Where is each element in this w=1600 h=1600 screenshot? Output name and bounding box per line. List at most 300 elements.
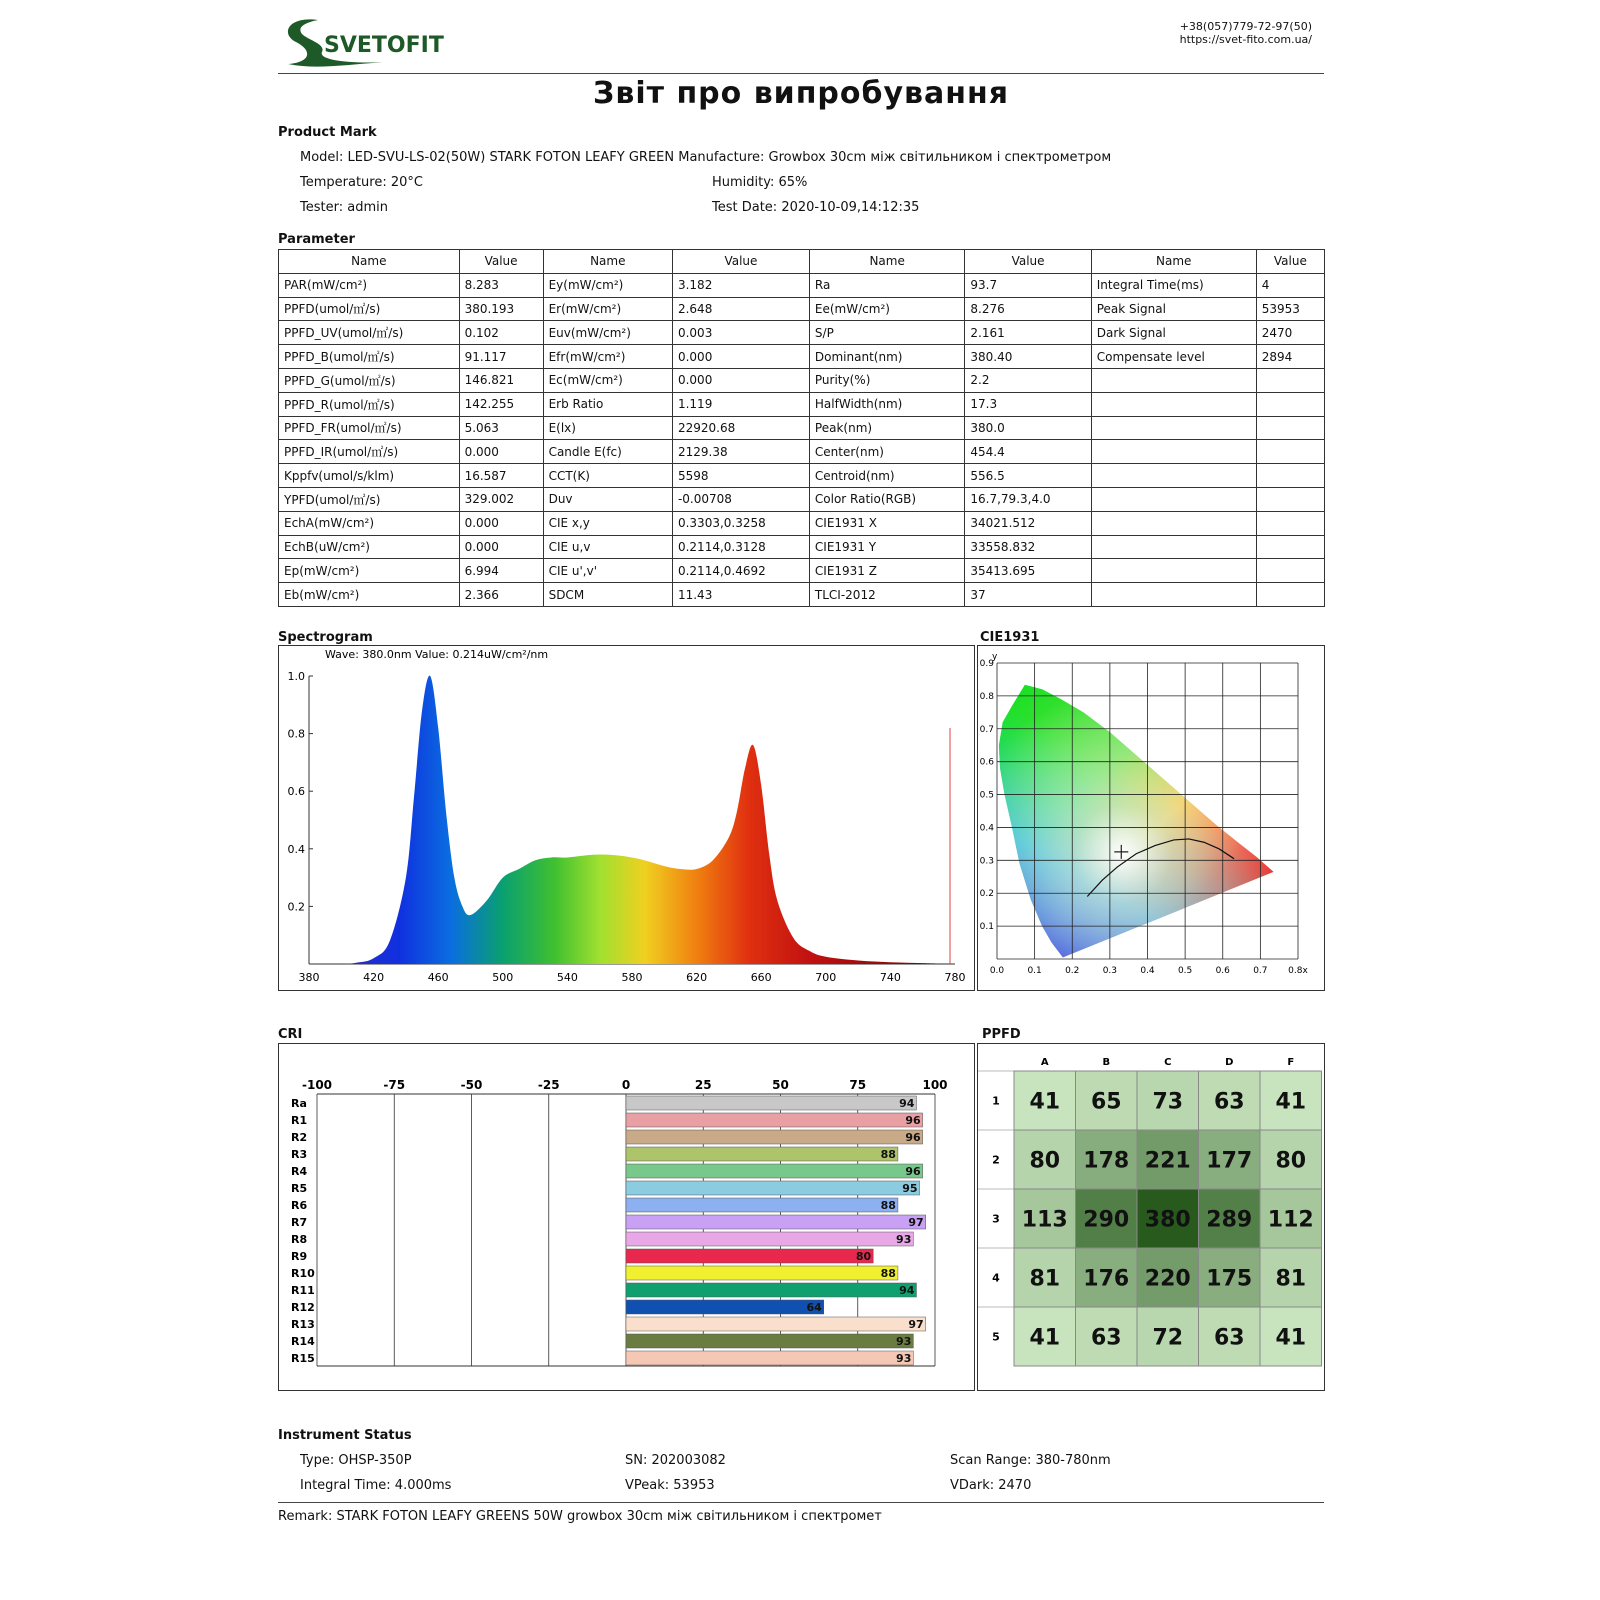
cie-y-tick-label: 0.9 (979, 659, 994, 669)
table-row (279, 487, 1325, 511)
ppfd-cell-value: 178 (1083, 1148, 1130, 1174)
ppfd-cell-value: 289 (1206, 1207, 1253, 1233)
vpeak: VPeak: 53953 (625, 1478, 715, 1493)
cie-x-tick-label: 0.6 (1215, 966, 1230, 976)
param-name-cell: Ee(mW/cm²) (809, 297, 964, 321)
param-name-cell: Color Ratio(RGB) (809, 487, 964, 511)
ppfd-cell-value: 73 (1152, 1089, 1184, 1115)
spectrogram-chart (279, 646, 974, 990)
spectrum-area (309, 676, 955, 964)
table-row (279, 273, 1325, 297)
table-row (279, 297, 1325, 321)
param-value-cell: 6.994 (459, 559, 543, 583)
param-value-cell: 380.0 (965, 416, 1091, 440)
param-value-cell: 1.119 (672, 392, 809, 416)
ppfd-cell-value: 63 (1090, 1325, 1122, 1351)
param-name-cell (1091, 535, 1256, 559)
param-name-cell: CCT(K) (543, 464, 672, 488)
param-value-cell (1256, 535, 1324, 559)
ppfd-cell-value: 221 (1144, 1148, 1191, 1174)
param-value-cell: 146.821 (459, 368, 543, 392)
cri-bar (626, 1164, 923, 1178)
ppfd-cell-value: 290 (1083, 1207, 1130, 1233)
param-value-cell (1256, 440, 1324, 464)
param-name-cell: EchB(uW/cm²) (279, 535, 460, 559)
param-value-cell: 0.000 (672, 368, 809, 392)
spectrogram-annotation: Wave: 380.0nm Value: 0.214uW/cm²/nm (325, 648, 549, 661)
cri-value-label: 97 (908, 1318, 924, 1331)
ppfd-cell-value: 63 (1213, 1089, 1245, 1115)
param-name-cell (1091, 487, 1256, 511)
y-tick-label: 0.6 (287, 785, 305, 799)
param-value-cell: 53953 (1256, 297, 1324, 321)
ppfd-cell-value: 65 (1090, 1089, 1122, 1115)
param-value-cell: 37 (965, 583, 1091, 607)
parameter-label: Parameter (278, 232, 355, 247)
cri-category-label: Ra (291, 1097, 307, 1110)
cie-y-tick-label: 0.3 (979, 856, 994, 867)
param-value-cell: 33558.832 (965, 535, 1091, 559)
cie-label: CIE1931 (980, 630, 1040, 645)
cri-category-label: R10 (291, 1267, 315, 1280)
param-name-cell: Ec(mW/cm²) (543, 368, 672, 392)
cri-category-label: R15 (291, 1352, 315, 1365)
param-value-cell: 35413.695 (965, 559, 1091, 583)
ppfd-cell-value: 81 (1275, 1266, 1307, 1292)
param-name-cell: CIE u',v' (543, 559, 672, 583)
cri-bar (626, 1317, 926, 1331)
param-name-cell: CIE1931 Y (809, 535, 964, 559)
svetofit-logo (278, 14, 448, 70)
param-value-cell: 142.255 (459, 392, 543, 416)
param-value-cell (1256, 392, 1324, 416)
temperature: Temperature: 20°C (300, 175, 423, 190)
cri-tick-label: 75 (849, 1078, 867, 1092)
cri-bar (626, 1351, 913, 1365)
cri-bar (626, 1181, 920, 1195)
cie-chart (978, 646, 1324, 990)
cri-bar (626, 1215, 926, 1229)
param-value-cell: 5.063 (459, 416, 543, 440)
x-tick-label: 460 (427, 971, 449, 984)
param-name-cell: Ep(mW/cm²) (279, 559, 460, 583)
cri-panel (278, 1043, 975, 1391)
param-name-cell: Erb Ratio (543, 392, 672, 416)
param-value-cell: 3.182 (672, 273, 809, 297)
table-row (279, 392, 1325, 416)
x-tick-label: 780 (944, 971, 966, 984)
cri-bar (626, 1334, 913, 1348)
param-name-cell: CIE x,y (543, 511, 672, 535)
param-value-cell: 5598 (672, 464, 809, 488)
cri-category-label: R2 (291, 1131, 308, 1144)
param-header: Value (459, 250, 543, 274)
param-value-cell (1256, 368, 1324, 392)
ppfd-row-label: 2 (992, 1153, 1000, 1167)
instrument-type: Type: OHSP-350P (300, 1453, 412, 1468)
param-header: Value (672, 250, 809, 274)
vdark: VDark: 2470 (950, 1478, 1032, 1493)
param-name-cell: Centroid(nm) (809, 464, 964, 488)
cri-category-label: R8 (291, 1233, 308, 1246)
cri-category-label: R9 (291, 1250, 308, 1263)
instrument-sn: SN: 202003082 (625, 1453, 726, 1468)
cie-x-tick-label: 0.7 (1253, 966, 1268, 976)
cri-bar (626, 1300, 824, 1314)
param-name-cell (1091, 464, 1256, 488)
logo-text: SVETOFIT (324, 33, 444, 58)
table-row (279, 440, 1325, 464)
param-header: Name (809, 250, 964, 274)
param-header: Name (1091, 250, 1256, 274)
x-tick-label: 620 (686, 971, 708, 984)
table-row (279, 559, 1325, 583)
cri-bar (626, 1198, 898, 1212)
param-value-cell: 380.193 (459, 297, 543, 321)
parameter-table (278, 249, 1325, 607)
param-name-cell: Center(nm) (809, 440, 964, 464)
ppfd-column-label: D (1225, 1057, 1234, 1068)
cie-x-tick-label: 0.3 (1102, 966, 1118, 976)
param-value-cell: 0.000 (459, 440, 543, 464)
ppfd-cell-value: 220 (1144, 1266, 1191, 1292)
param-name-cell: Compensate level (1091, 345, 1256, 369)
param-value-cell: 2894 (1256, 345, 1324, 369)
param-name-cell: Peak(nm) (809, 416, 964, 440)
instrument-status-label: Instrument Status (278, 1428, 412, 1443)
page-title: Звіт про випробування (593, 76, 1009, 111)
cie-x-tick-label: 0.5 (1177, 966, 1193, 976)
ppfd-cell-value: 176 (1083, 1266, 1130, 1292)
param-name-cell (1091, 368, 1256, 392)
cri-category-label: R14 (291, 1335, 315, 1348)
cri-chart (279, 1044, 974, 1390)
param-name-cell: PPFD(umol/㎡/s) (279, 297, 460, 321)
param-value-cell: 0.000 (459, 535, 543, 559)
ppfd-row-label: 3 (992, 1212, 1000, 1226)
param-value-cell: 0.2114,0.3128 (672, 535, 809, 559)
cri-value-label: 94 (899, 1284, 915, 1297)
param-value-cell: 0.003 (672, 321, 809, 345)
cri-value-label: 94 (899, 1097, 915, 1110)
cri-value-label: 88 (880, 1148, 896, 1161)
cri-category-label: R11 (291, 1284, 315, 1297)
ppfd-cell-value: 72 (1152, 1325, 1184, 1351)
param-value-cell: 0.2114,0.4692 (672, 559, 809, 583)
param-name-cell: TLCI-2012 (809, 583, 964, 607)
cie-x-tick-label: 0.8x (1288, 966, 1308, 976)
ppfd-cell-value: 177 (1206, 1148, 1253, 1174)
param-value-cell: 16.587 (459, 464, 543, 488)
param-name-cell: Peak Signal (1091, 297, 1256, 321)
footer-divider (278, 1502, 1324, 1503)
param-name-cell: Purity(%) (809, 368, 964, 392)
param-value-cell: 329.002 (459, 487, 543, 511)
param-value-cell: 2.366 (459, 583, 543, 607)
param-name-cell: Integral Time(ms) (1091, 273, 1256, 297)
header-divider (278, 73, 1324, 74)
spectrogram-label: Spectrogram (278, 630, 373, 645)
x-tick-label: 500 (492, 971, 514, 984)
param-name-cell: Candle E(fc) (543, 440, 672, 464)
ppfd-cell-value: 175 (1206, 1266, 1253, 1292)
cie-y-tick-label: 0.5 (979, 790, 994, 801)
param-name-cell: EchA(mW/cm²) (279, 511, 460, 535)
table-row (279, 464, 1325, 488)
param-value-cell: 93.7 (965, 273, 1091, 297)
logo-graphic (278, 14, 448, 70)
param-name-cell: Ra (809, 273, 964, 297)
cri-value-label: 93 (896, 1233, 912, 1246)
param-name-cell: PPFD_B(umol/㎡/s) (279, 345, 460, 369)
cri-bar (626, 1266, 898, 1280)
param-name-cell: Er(mW/cm²) (543, 297, 672, 321)
cri-value-label: 96 (905, 1131, 921, 1144)
cri-category-label: R13 (291, 1318, 315, 1331)
cri-value-label: 64 (806, 1301, 822, 1314)
param-value-cell: 8.283 (459, 273, 543, 297)
ppfd-cell-value: 41 (1029, 1325, 1061, 1351)
cri-category-label: R6 (291, 1199, 308, 1212)
param-name-cell: S/P (809, 321, 964, 345)
table-row (279, 345, 1325, 369)
param-name-cell: Ey(mW/cm²) (543, 273, 672, 297)
cri-tick-label: -100 (301, 1078, 333, 1092)
cie-y-tick-label: 0.2 (979, 889, 994, 900)
cri-category-label: R3 (291, 1148, 308, 1161)
param-name-cell: YPFD(umol/㎡/s) (279, 487, 460, 511)
param-name-cell: CIE1931 X (809, 511, 964, 535)
tester: Tester: admin (300, 200, 388, 215)
cri-tick-label: 0 (621, 1078, 631, 1092)
cie-y-tick-label: 0.4 (979, 823, 994, 834)
table-row (279, 368, 1325, 392)
cie-y-tick-label: 0.6 (979, 757, 994, 768)
param-value-cell (1256, 464, 1324, 488)
param-value-cell: 0.000 (459, 511, 543, 535)
param-value-cell: 4 (1256, 273, 1324, 297)
cri-value-label: 93 (896, 1335, 912, 1348)
ppfd-cell-value: 112 (1267, 1207, 1314, 1233)
param-name-cell: Eb(mW/cm²) (279, 583, 460, 607)
param-value-cell (1256, 511, 1324, 535)
cri-value-label: 88 (880, 1267, 896, 1280)
param-value-cell: 2.2 (965, 368, 1091, 392)
param-value-cell: 2470 (1256, 321, 1324, 345)
ppfd-row-label: 1 (992, 1094, 1000, 1108)
param-name-cell: Euv(mW/cm²) (543, 321, 672, 345)
param-value-cell: 2.161 (965, 321, 1091, 345)
param-value-cell: 0.000 (672, 345, 809, 369)
cri-tick-label: 25 (694, 1078, 712, 1092)
cri-bar (626, 1147, 898, 1161)
param-value-cell: 2.648 (672, 297, 809, 321)
contact-info (1100, 20, 1312, 46)
param-name-cell: PPFD_UV(umol/㎡/s) (279, 321, 460, 345)
y-tick-label: 0.8 (287, 727, 305, 741)
x-tick-label: 420 (363, 971, 385, 984)
cri-tick-label: -50 (460, 1078, 483, 1092)
cie-locus-white (999, 685, 1274, 958)
cie-y-axis-label: y (992, 652, 998, 662)
param-value-cell: 2129.38 (672, 440, 809, 464)
test-date: Test Date: 2020-10-09,14:12:35 (712, 200, 920, 215)
cri-value-label: 80 (855, 1250, 872, 1263)
param-name-cell: Kppfv(umol/s/klm) (279, 464, 460, 488)
cri-value-label: 96 (905, 1114, 921, 1127)
cie-panel (977, 645, 1325, 991)
product-mark-label: Product Mark (278, 125, 377, 140)
ppfd-cell-value: 80 (1029, 1148, 1061, 1174)
cri-category-label: R12 (291, 1301, 315, 1314)
cri-value-label: 97 (908, 1216, 924, 1229)
param-name-cell (1091, 416, 1256, 440)
param-value-cell (1256, 487, 1324, 511)
param-value-cell: 454.4 (965, 440, 1091, 464)
x-tick-label: 740 (879, 971, 901, 984)
param-value-cell: 16.7,79.3,4.0 (965, 487, 1091, 511)
param-value-cell: 34021.512 (965, 511, 1091, 535)
param-value-cell (1256, 583, 1324, 607)
cri-bar (626, 1130, 923, 1144)
param-name-cell: PAR(mW/cm²) (279, 273, 460, 297)
param-value-cell: 556.5 (965, 464, 1091, 488)
phone-number: +38(057)779-72-97(50) (1179, 20, 1312, 33)
cri-label: CRI (278, 1027, 303, 1042)
ppfd-column-label: A (1040, 1057, 1049, 1068)
humidity: Humidity: 65% (712, 175, 808, 190)
param-name-cell (1091, 583, 1256, 607)
cri-category-label: R5 (291, 1182, 308, 1195)
ppfd-cell-value: 380 (1144, 1207, 1191, 1233)
cie-x-tick-label: 0.0 (989, 966, 1005, 976)
param-name-cell: Duv (543, 487, 672, 511)
ppfd-column-label: C (1164, 1057, 1172, 1068)
param-name-cell: HalfWidth(nm) (809, 392, 964, 416)
cri-bar (626, 1232, 913, 1246)
param-value-cell: 0.3303,0.3258 (672, 511, 809, 535)
cie-x-tick-label: 0.1 (1027, 966, 1042, 976)
cie-x-tick-label: 0.2 (1065, 966, 1080, 976)
cri-bar (626, 1096, 916, 1110)
cri-value-label: 88 (880, 1199, 896, 1212)
cri-value-label: 95 (902, 1182, 918, 1195)
param-value-cell: 91.117 (459, 345, 543, 369)
param-name-cell: PPFD_R(umol/㎡/s) (279, 392, 460, 416)
cri-bar (626, 1283, 916, 1297)
cie-y-tick-label: 0.8 (979, 691, 994, 702)
x-tick-label: 660 (750, 971, 772, 984)
y-tick-label: 1.0 (287, 670, 305, 683)
param-name-cell: Dark Signal (1091, 321, 1256, 345)
param-name-cell: Dominant(nm) (809, 345, 964, 369)
x-tick-label: 540 (556, 971, 578, 984)
param-value-cell: 8.276 (965, 297, 1091, 321)
param-name-cell: E(lx) (543, 416, 672, 440)
param-header: Value (965, 250, 1091, 274)
ppfd-column-label: B (1102, 1057, 1111, 1068)
cri-value-label: 93 (896, 1352, 912, 1365)
table-row (279, 511, 1325, 535)
ppfd-panel (977, 1043, 1325, 1391)
x-tick-label: 700 (815, 971, 837, 984)
param-value-cell: -0.00708 (672, 487, 809, 511)
cri-category-label: R4 (291, 1165, 308, 1178)
param-name-cell (1091, 559, 1256, 583)
ppfd-label: PPFD (982, 1027, 1021, 1042)
param-name-cell: Efr(mW/cm²) (543, 345, 672, 369)
param-name-cell (1091, 440, 1256, 464)
y-tick-label: 0.4 (287, 842, 305, 856)
ppfd-cell-value: 63 (1213, 1325, 1245, 1351)
model-line: Model: LED-SVU-LS-02(50W) STARK FOTON LEAFY GREEN Manufacture: Growbox 30cm між світильником і спектрометром (300, 150, 1112, 165)
cri-bar (626, 1113, 923, 1127)
ppfd-cell-value: 80 (1275, 1148, 1307, 1174)
param-header: Name (279, 250, 460, 274)
cie-y-tick-label: 0.7 (979, 724, 994, 735)
cri-category-label: R1 (291, 1114, 308, 1127)
ppfd-row-label: 5 (992, 1330, 1000, 1344)
param-name-cell: CIE1931 Z (809, 559, 964, 583)
spectrogram-panel (278, 645, 975, 991)
table-row (279, 583, 1325, 607)
param-value-cell (1256, 416, 1324, 440)
ppfd-cell-value: 113 (1021, 1207, 1068, 1233)
cri-tick-label: 50 (772, 1078, 789, 1092)
param-name-cell (1091, 392, 1256, 416)
ppfd-row-label: 4 (992, 1271, 1000, 1285)
cie-y-tick-label: 0.1 (979, 922, 994, 933)
ppfd-cell-value: 41 (1275, 1325, 1307, 1351)
cri-tick-label: 100 (922, 1078, 948, 1092)
param-value-cell: 380.40 (965, 345, 1091, 369)
param-header: Value (1256, 250, 1324, 274)
param-name-cell: PPFD_FR(umol/㎡/s) (279, 416, 460, 440)
param-header: Name (543, 250, 672, 274)
param-value-cell: 11.43 (672, 583, 809, 607)
param-name-cell: SDCM (543, 583, 672, 607)
scan-range: Scan Range: 380-780nm (950, 1453, 1111, 1468)
x-tick-label: 380 (298, 971, 320, 984)
table-row (279, 321, 1325, 345)
param-value-cell: 17.3 (965, 392, 1091, 416)
remark: Remark: STARK FOTON LEAFY GREENS 50W growbox 30cm між світильником і спектромет (278, 1509, 882, 1524)
y-tick-label: 0.2 (287, 900, 305, 914)
param-name-cell: PPFD_G(umol/㎡/s) (279, 368, 460, 392)
cri-tick-label: -75 (383, 1078, 406, 1092)
x-tick-label: 580 (621, 971, 643, 984)
param-name-cell: CIE u,v (543, 535, 672, 559)
ppfd-column-label: F (1287, 1057, 1295, 1068)
cri-bar (626, 1249, 873, 1263)
param-value-cell: 0.102 (459, 321, 543, 345)
ppfd-cell-value: 41 (1029, 1089, 1061, 1115)
param-value-cell (1256, 559, 1324, 583)
cri-tick-label: -25 (537, 1078, 560, 1092)
cri-value-label: 96 (905, 1165, 921, 1178)
ppfd-cell-value: 41 (1275, 1089, 1307, 1115)
cri-category-label: R7 (291, 1216, 308, 1229)
table-row (279, 416, 1325, 440)
param-value-cell: 22920.68 (672, 416, 809, 440)
integral-time: Integral Time: 4.000ms (300, 1478, 452, 1493)
ppfd-heatmap (978, 1044, 1324, 1390)
param-name-cell (1091, 511, 1256, 535)
table-row (279, 535, 1325, 559)
ppfd-cell-value: 81 (1029, 1266, 1061, 1292)
cie-x-tick-label: 0.4 (1140, 966, 1155, 976)
website-link[interactable]: https://svet-fito.com.ua/ (1179, 33, 1312, 46)
